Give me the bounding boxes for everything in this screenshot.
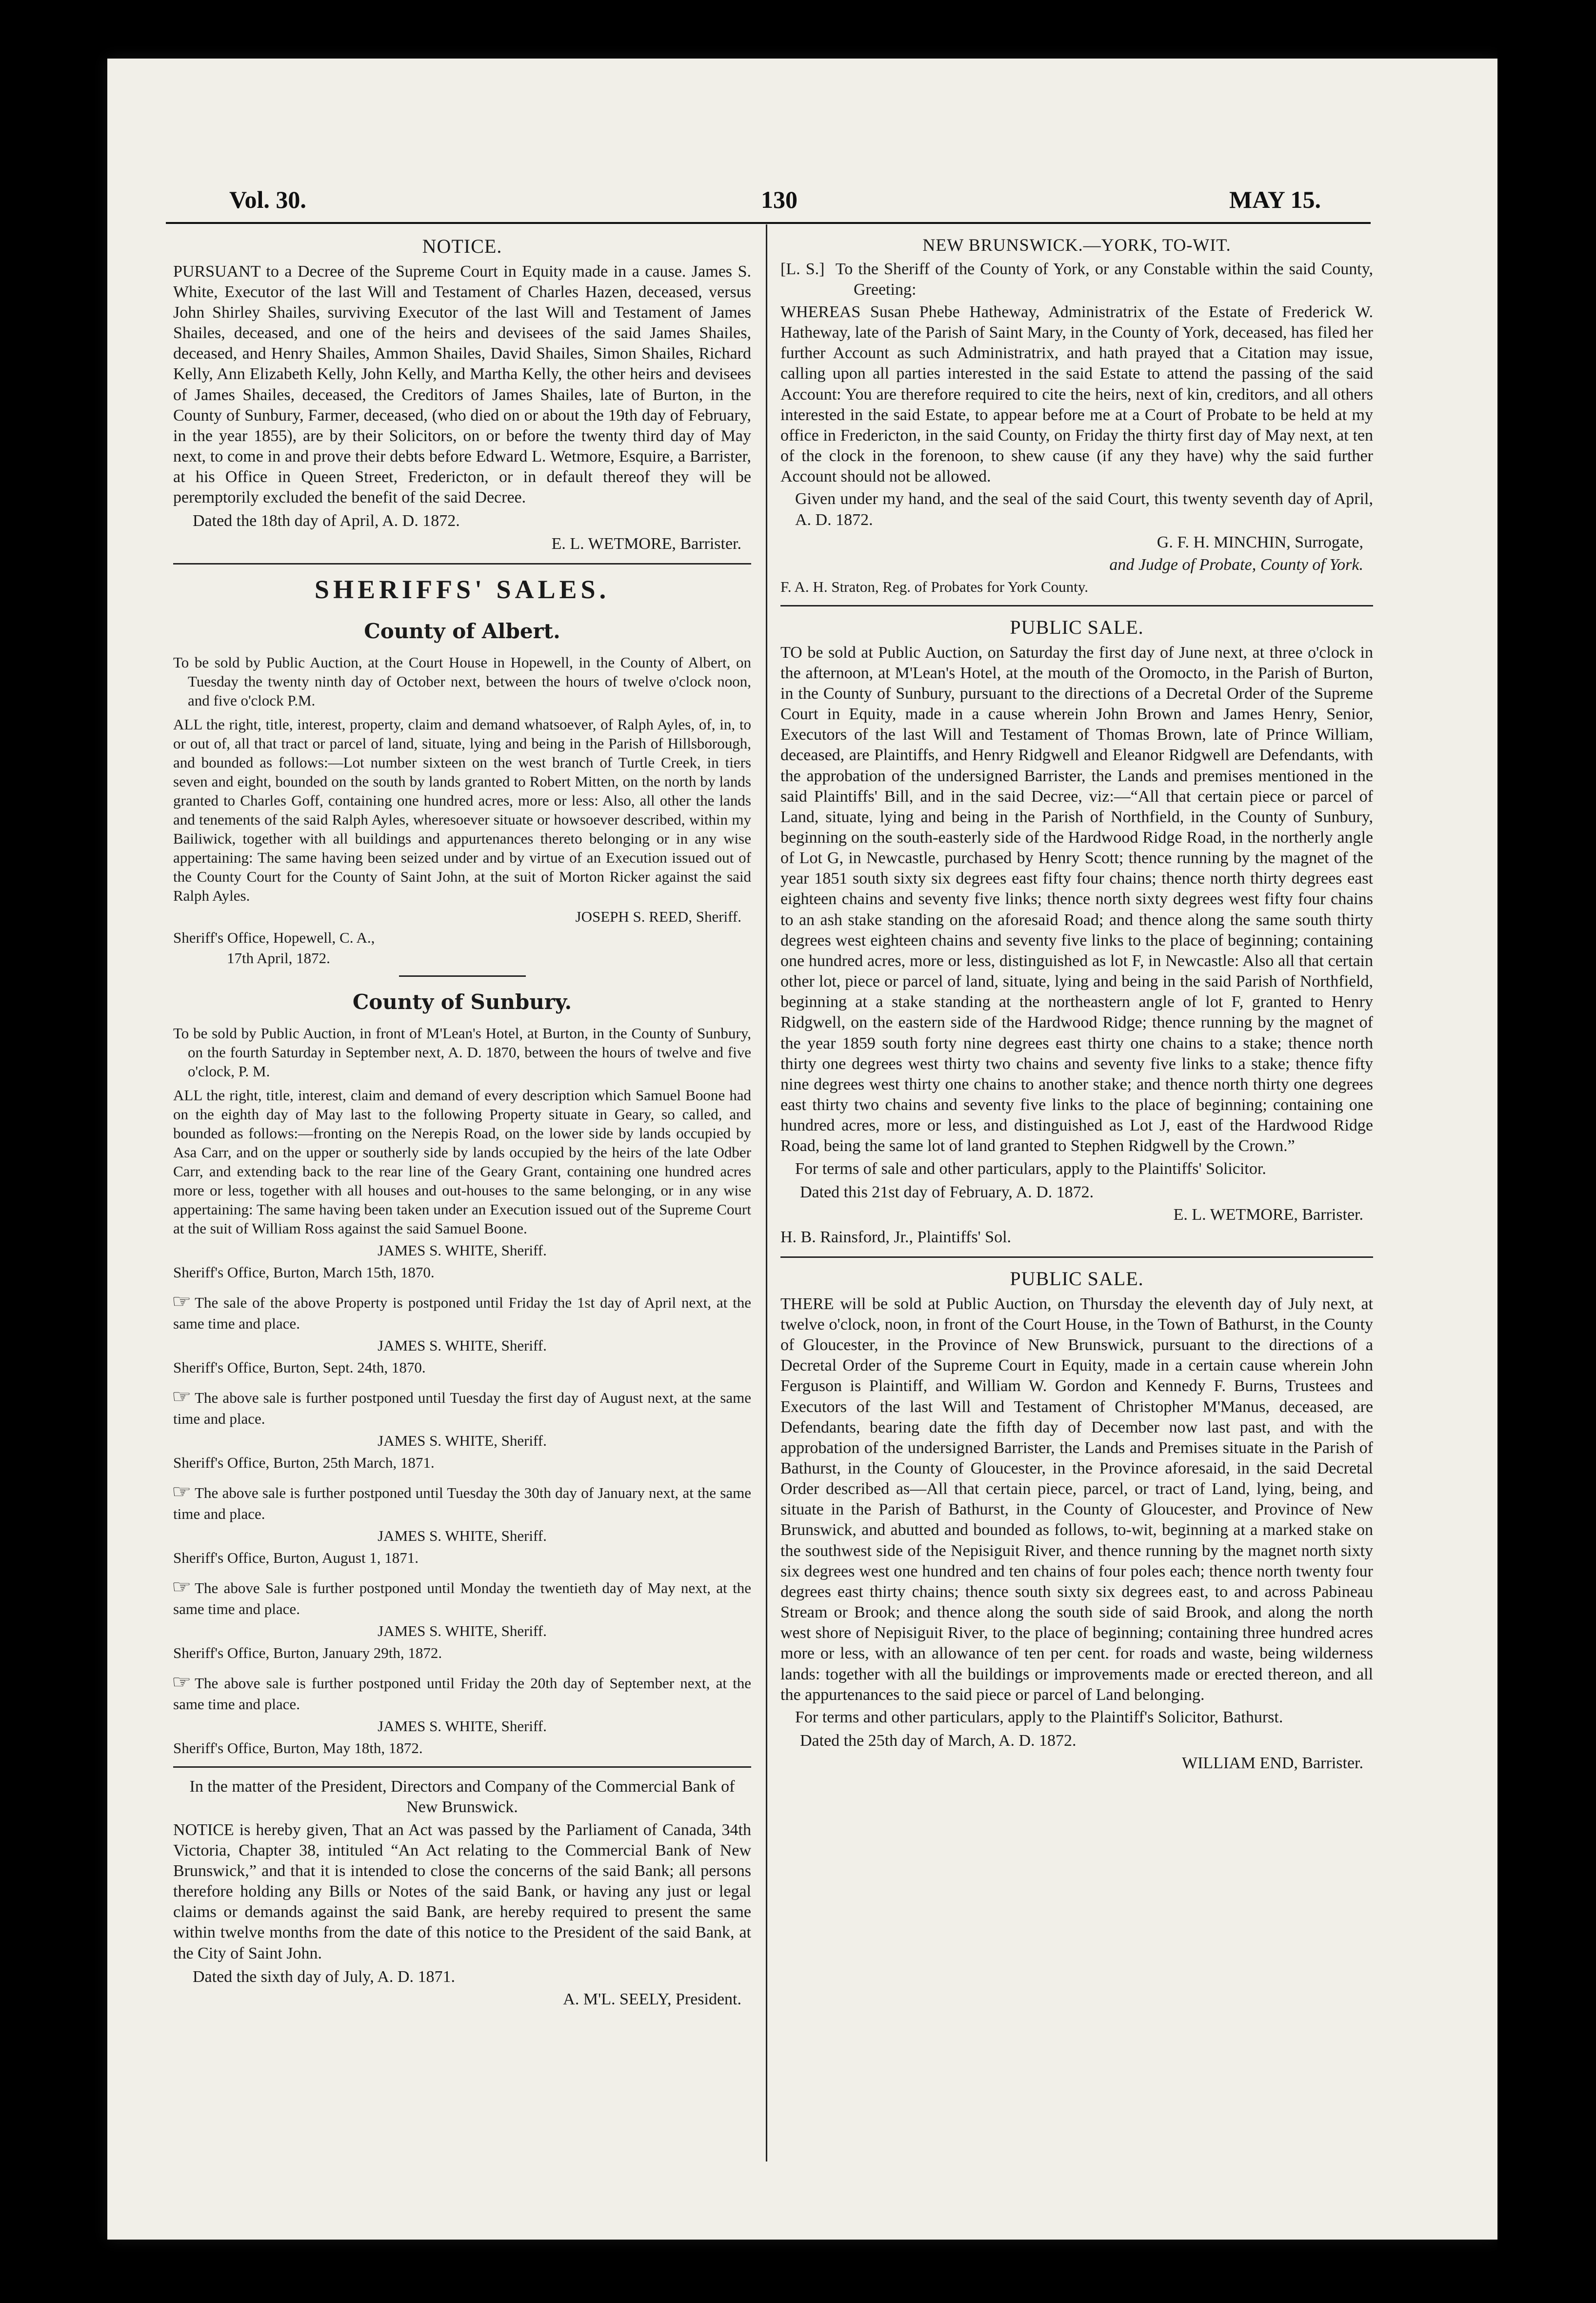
scan-border <box>1497 0 1596 2303</box>
notice-title: NOTICE. <box>422 235 502 257</box>
bank-notice <box>173 1777 751 2010</box>
york-body: WHEREAS Susan Phebe Hatheway, Administratrix of the Estate of Frederick W. Hatheway, late of the Parish of Saint Mary, in the County of York, deceased, has filed her further Account as such Administratrix, and hath prayed that a Citation may issue, calling upon all parties interested in the said Estate to attend the passing of the said Account: You are therefore required to cite the heirs, next of kin, creditors, and all others interested in the said Estate, to appear before me at a Court of Probate to be held at my office in Fredericton, in the said County, on Friday the thirty first day of May next, at ten of the clock in the forenoon, to shew cause (if any they have) why the said further Account should not be allowed. <box>780 303 1373 486</box>
public-sale-gloucester <box>780 1267 1373 1774</box>
postponement-text: The above sale is further postponed until Friday the 20th day of September next, at the same time and place. <box>173 1675 751 1713</box>
postponement-text: The above sale is further postponed until Tuesday the first day of August next, at the same time and place. <box>173 1389 751 1428</box>
postponement-notice <box>173 1291 751 1377</box>
public-sale-signature: E. L. WETMORE, Barrister. <box>1173 1205 1363 1224</box>
york-signature-name: G. F. H. MINCHIN, Surrogate, <box>1157 533 1363 551</box>
notice-signature: E. L. WETMORE, Barrister. <box>551 534 741 553</box>
notice-dated: Dated the 18th day of April, A. D. 1872. <box>193 512 460 530</box>
postponement-notice <box>173 1671 751 1758</box>
public-sale-body: TO be sold at Public Auction, on Saturday the first day of June next, at three o'clock in the afternoon, at M'Lean's Hotel, at the mouth of the Oromocto, in the Parish of Burton, in the County of Sunbury, pursuant to the directions of a Decretal Order of the Supreme Court in Equity, made in a cause wherein John Brown and James Henry, Senior, Executors of the last Will and Testament of Thomas Brown, late of Prince William, deceased, are Plaintiffs, and Henry Ridgwell and Eleanor Ridgwell are Defendants, with the approbation of the undersigned Barrister, the Lands and premises mentioned in the said Plaintiffs' Bill, and in the said Decree, viz:—“All that certain piece or parcel of Land, situate, lying and being in the Parish of Northfield, in the County of Sunbury, beginning on the south-easterly side of the Hardwood Ridge Road, in the northerly angle of Lot G, in Newcastle, purchased by Henry Scott; thence running by the magnet of the year 1851 south sixty six degrees east fifty four chains; thence north thirty degrees east eighteen chains and seventy five links; thence north sixty degrees west fifty four chains to an ash stake standing on the aforesaid Road; and thence along the same south thirty degrees west eighteen chains and seventy five links to the place of beginning; containing one hundred acres, more or less, distinguished as lot F, in Newcastle: Also all that certain other lot, piece or parcel of land, situate, lying and being in the said Parish of Northfield, beginning at a stake standing at the northeastern angle of lot F, granted to Henry Ridgwell, on the eastern side of the Hardwood Ridge; thence running by the magnet of the year 1859 south forty nine degrees east thirty one chains to a stake; thence north thirty one degrees west thirty two chains and seventy five links to a stake; thence fifty nine degrees west thirty one chains to another stake; and thence north thirty one degrees east thirty two chains and seventy five links to the place of beginning; containing one hundred acres, more or less, and distinguished as Lot J, east of the Hardwood Ridge Road, being the same lot of land granted to Stephen Ridgwell by the Crown.” <box>780 643 1373 1155</box>
section-rule <box>780 1256 1373 1258</box>
york-title: NEW BRUNSWICK.—YORK, TO-WIT. <box>922 235 1231 255</box>
postponement-text: The above sale is further postponed until Tuesday the 30th day of January next, at the same time and place. <box>173 1484 751 1523</box>
postponement-signature: JAMES S. WHITE, Sheriff. <box>378 1622 547 1640</box>
section-rule <box>780 605 1373 606</box>
york-given: Given under my hand, and the seal of the said Court, this twenty seventh day of April, A. D. 1872. <box>795 490 1373 529</box>
public-sale-terms: For terms of sale and other particulars, apply to the Plaintiffs' Solicitor. <box>795 1159 1266 1178</box>
postponement-signature: JAMES S. WHITE, Sheriff. <box>378 1432 547 1450</box>
york-signature-title: and Judge of Probate, County of York. <box>1109 555 1363 574</box>
bank-body: NOTICE is hereby given, That an Act was passed by the Parliament of Canada, 34th Victoria, Chapter 38, intituled “An Act relating to the Commercial Bank of New Brunswick,” and that it is intended to close the concerns of the said Bank; all persons therefore holding any Bills or Notes of the said Bank, or having any just or legal claims or demands against the said Bank, are hereby required to present the same within twelve months from the date of this notice to the President of the said Bank, at the City of Saint John. <box>173 1820 751 1962</box>
albert-date: 17th April, 1872. <box>227 949 330 967</box>
sunbury-sale <box>173 990 751 1758</box>
postponement-office: Sheriff's Office, Burton, January 29th, 1872. <box>173 1644 442 1662</box>
sunbury-intro: To be sold by Public Auction, in front of M'Lean's Hotel, at Burton, in the County of Sunbury, on the fourth Saturday in September next, A. D. 1870, between the hours of twelve and five o'clock, P. M. <box>173 1024 751 1080</box>
pointing-hand-icon: ☞ <box>171 1672 192 1693</box>
postponement-notice <box>173 1386 751 1472</box>
postponement-signature: JAMES S. WHITE, Sheriff. <box>378 1717 547 1735</box>
albert-office: Sheriff's Office, Hopewell, C. A., <box>173 929 375 947</box>
column-divider <box>766 224 767 2162</box>
pointing-hand-icon: ☞ <box>171 1482 192 1503</box>
header-rule <box>166 222 1371 224</box>
notice-equity <box>173 234 751 554</box>
postponement-office: Sheriff's Office, Burton, Sept. 24th, 1870. <box>173 1359 426 1376</box>
postponement-office: Sheriff's Office, Burton, August 1, 1871. <box>173 1549 419 1567</box>
sunbury-body: ALL the right, title, interest, claim and demand of every description which Samuel Boone had on the eighth day of May last to the following Property situate in Geary, so called, and bounded as follows:—fronting on the Nerepis Road, on the lower side by lands occupied by Asa Carr, and on the upper or southerly side by lands occupied by the heirs of the late Odber Carr, and extending back to the rear line of the Geary Grant, containing one hundred acres more or less, together with all houses and out-houses to the same belonging, or in any wise appertaining: The same having been taken under an Execution issued out of the Supreme Court at the suit of William Ross against the said Samuel Boone. <box>173 1086 751 1237</box>
postponement-notice <box>173 1481 751 1567</box>
sunbury-office: Sheriff's Office, Burton, March 15th, 1870. <box>173 1264 435 1281</box>
albert-body: ALL the right, title, interest, property, claim and demand whatsoever, of Ralph Ayles, of, in, to or out of, all that tract or parcel of land, situate, lying and being in the Parish of Hillsborough, and bounded as follows:—Lot number sixteen on the west branch of Turtle Creek, in tiers seven and eight, bounded on the south by lands granted to Robert Mitten, on the north by lands granted to Charles Goff, containing one hundred acres, more or less: Also, all other the lands and tenements of the said Ralph Ayles, wheresoever situate or howsoever described, within my Bailiwick, together with all buildings and appurtenances thereto belonging or in any wise appertaining: The same having been seized under and by virtue of an Execution issued out of the County Court for the County of Saint John, at the suit of Morton Ricker against the said Ralph Ayles. <box>173 715 751 905</box>
public-sale-signature: WILLIAM END, Barrister. <box>1181 1754 1363 1773</box>
public-sale-dated: Dated this 21st day of February, A. D. 1872. <box>800 1183 1094 1201</box>
bank-signature: A. M'L. SEELY, President. <box>563 1990 741 2008</box>
section-rule <box>173 1766 751 1768</box>
county-sunbury-heading: County of Sunbury. <box>352 990 572 1014</box>
postponement-office: Sheriff's Office, Burton, 25th March, 1871. <box>173 1454 435 1472</box>
notice-body: PURSUANT to a Decree of the Supreme Court in Equity made in a cause. James S. White, Executor of the last Will and Testament of Charles Hazen, deceased, versus John Shirley Shailes, surviving Executor of the last Will and Testament of James Shailes, deceased, and one of the heirs and devisees of the said James Shailes, deceased, and Henry Shailes, Ammon Shailes, David Shailes, Simon Shailes, Richard Kelly, Ann Elizabeth Kelly, John Kelly, and Martha Kelly, the other heirs and devisees of James Shailes, deceased, the Creditors of James Shailes, late of Burton, in the County of Sunbury, Farmer, deceased, (who died on or about the 19th day of February, in the year 1855), are by their Solicitors, on or before the twenty third day of May next, to come in and prove their debts before Edward L. Wetmore, Esquire, a Barrister, at his Office in Queen Street, Fredericton, or in default thereof they will be peremptorily excluded the benefit of the said Decree. <box>173 262 751 507</box>
volume-label: Vol. 30. <box>229 186 306 213</box>
bank-heading: In the matter of the President, Directors and Company of the Commercial Bank of New Brunswick. <box>189 1778 735 1817</box>
postponement-text: The above Sale is further postponed until Monday the twentieth day of May next, at the same time and place. <box>173 1579 751 1618</box>
section-rule <box>173 563 751 565</box>
york-address: To the Sheriff of the County of York, or any Constable within the said County, Greeting: <box>835 260 1373 299</box>
sunbury-signature: JAMES S. WHITE, Sheriff. <box>378 1242 547 1259</box>
postponement-office: Sheriff's Office, Burton, May 18th, 1872. <box>173 1739 423 1757</box>
right-column <box>780 229 1373 1776</box>
left-column <box>173 229 751 2012</box>
postponement-signature: JAMES S. WHITE, Sheriff. <box>378 1527 547 1545</box>
seal-mark: [L. S.] <box>780 260 825 278</box>
issue-date: MAY 15. <box>1229 186 1321 213</box>
page-number: 130 <box>761 186 798 213</box>
york-registrar: F. A. H. Straton, Reg. of Probates for York County. <box>780 578 1089 595</box>
albert-signature: JOSEPH S. REED, Sheriff. <box>575 908 741 926</box>
public-sale-body: THERE will be sold at Public Auction, on Thursday the eleventh day of July next, at twelve o'clock, noon, in front of the Court House, in the Town of Bathurst, in the County of Gloucester, in the Province of New Brunswick, pursuant to the directions of a Decretal Order of the Supreme Court in Equity, made in a certain cause wherein John Ferguson is Plaintiff, and William W. Gordon and Kennedy F. Burns, Trustees and Executors of the last Will and Testament of Christopher M'Manus, deceased, are Defendants, bearing date the fifth day of December now last past, and with the approbation of the undersigned Barrister, the Lands and Premises situate in the Parish of Bathurst, in the County of Gloucester, in the Province aforesaid, in the said Decretal Order described as—All that certain piece, parcel, or tract of Land, lying, being, and situate in the Parish of Bathurst, in the County of Gloucester, and Province of New Brunswick, and abutted and bounded as follows, to-wit, beginning at a marked stake on the southwest side of the Nepisiguit River, and thence running by the magnet north sixty six degrees west one hundred and ten chains of four poles each; thence north twenty four degrees east thirty chains; thence south sixty six degrees east, to and across Pabineau Stream or Brook; and thence along the south side of said Brook, and along the north west shore of Nepisiguit River, to the place of beginning; containing three hundred acres more or less, with an allowance of ten per cent. for roads and waste, being wilderness lands: together with all the buildings or improvements made or erected thereon, and all the appurtenances to the said piece or parcel of Land belonging. <box>780 1294 1373 1704</box>
public-sale-solicitor: H. B. Rainsford, Jr., Plaintiffs' Sol. <box>780 1228 1012 1246</box>
pointing-hand-icon: ☞ <box>171 1292 192 1313</box>
public-sale-title: PUBLIC SALE. <box>1010 616 1144 639</box>
york-citation <box>780 234 1373 596</box>
albert-sale <box>173 619 751 968</box>
county-albert-heading: County of Albert. <box>364 619 560 643</box>
public-sale-dated: Dated the 25th day of March, A. D. 1872. <box>800 1732 1077 1750</box>
albert-intro: To be sold by Public Auction, at the Court House in Hopewell, in the County of Albert, on Tuesday the twenty ninth day of October next, between the hours of twelve o'clock noon, and five o'clock P.M. <box>173 653 751 709</box>
bank-dated: Dated the sixth day of July, A. D. 1871. <box>193 1967 455 1986</box>
public-sale-terms: For terms and other particulars, apply to the Plaintiff's Solicitor, Bathurst. <box>795 1708 1283 1726</box>
public-sale-title: PUBLIC SALE. <box>1010 1268 1144 1290</box>
postponement-signature: JAMES S. WHITE, Sheriff. <box>378 1337 547 1354</box>
postponement-text: The sale of the above Property is postponed until Friday the 1st day of April next, at the same time and place. <box>173 1294 751 1333</box>
pointing-hand-icon: ☞ <box>171 1577 192 1598</box>
short-rule <box>399 975 526 977</box>
pointing-hand-icon: ☞ <box>171 1387 192 1408</box>
postponement-notice <box>173 1576 751 1662</box>
sheriffs-sales-title: SHERIFFS' SALES. <box>314 574 610 604</box>
public-sale-sunbury <box>780 615 1373 1248</box>
